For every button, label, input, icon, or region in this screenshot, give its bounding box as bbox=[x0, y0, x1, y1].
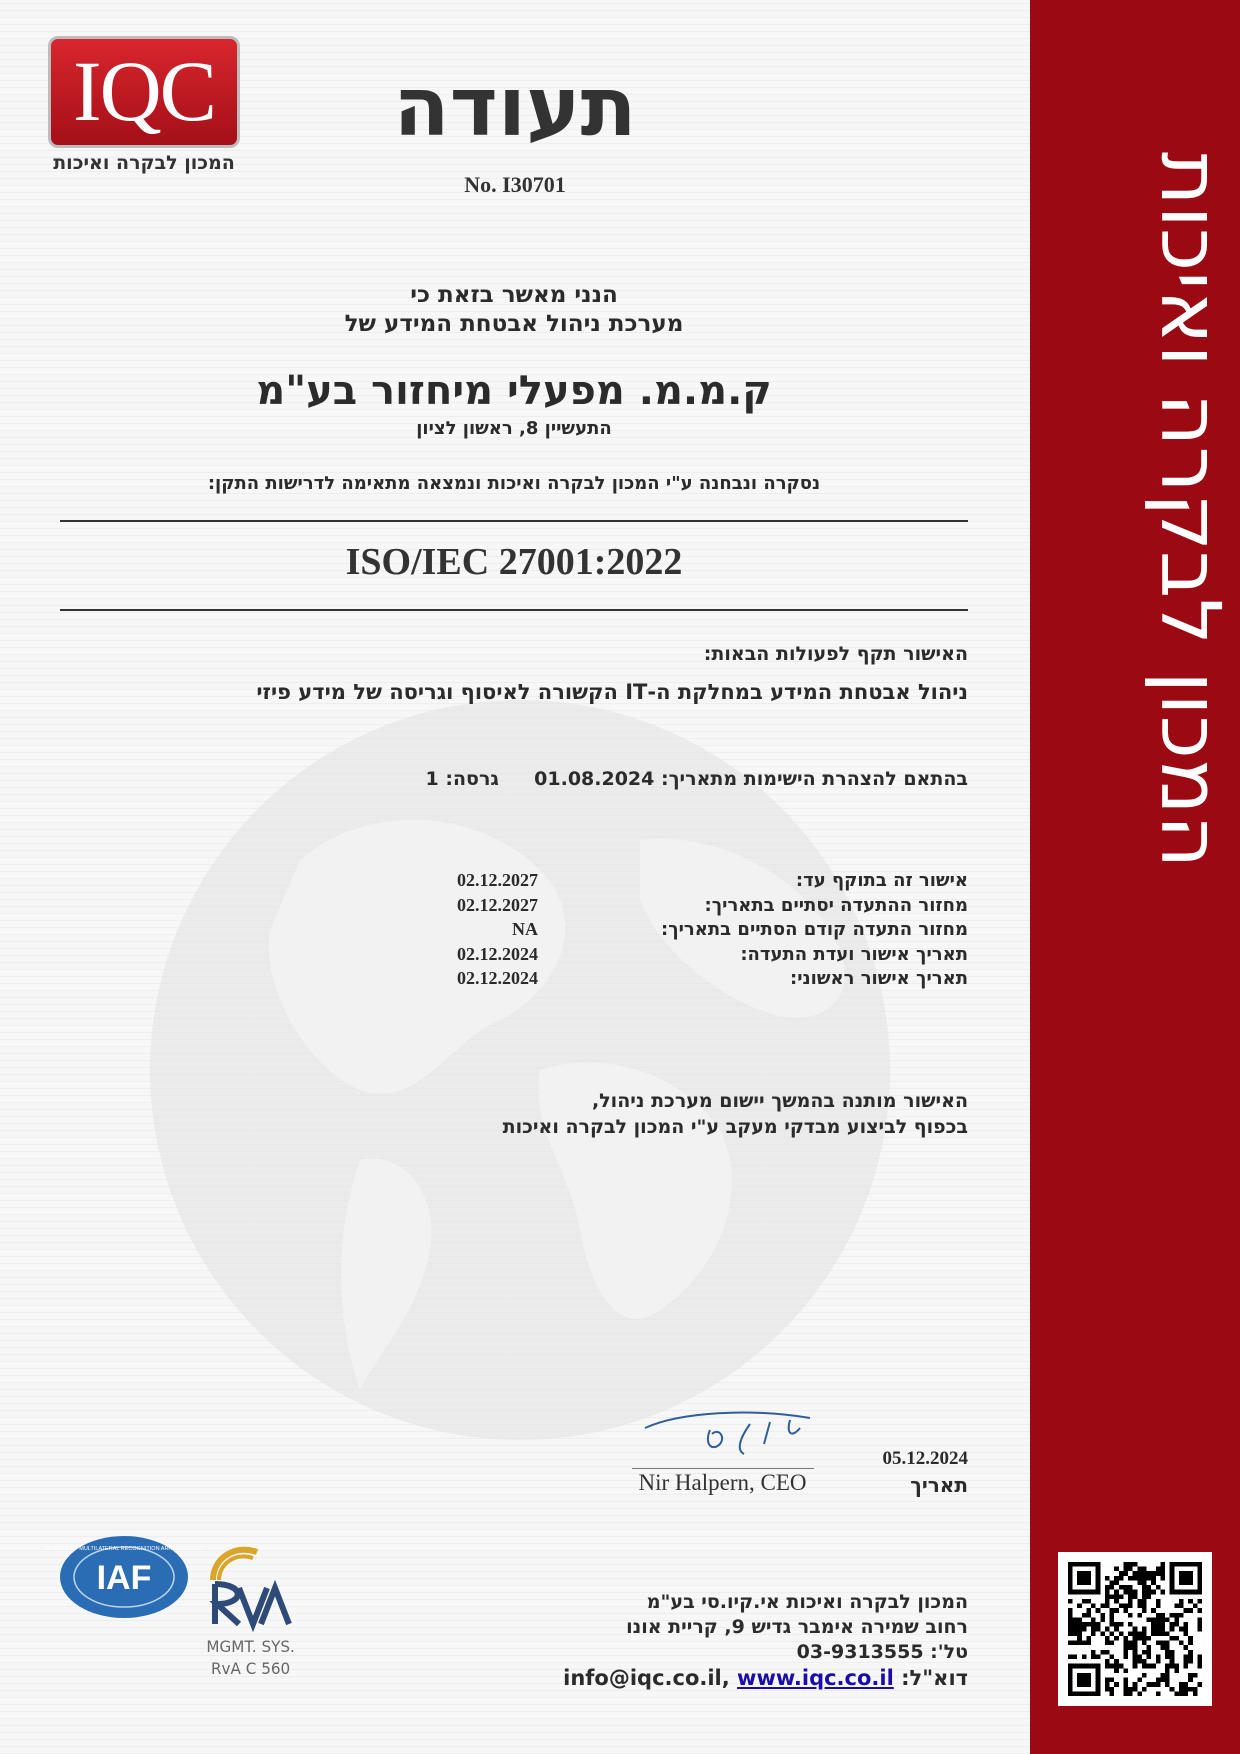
footer-contact: דוא"ל: info@iqc.co.il, www.iqc.co.il bbox=[563, 1666, 968, 1690]
logo-subtitle: המכון לבקרה ואיכות bbox=[53, 152, 235, 174]
date-label: תאריך אישור ועדת התעדה: bbox=[740, 943, 968, 965]
svg-text:IAF: IAF bbox=[96, 1559, 152, 1597]
rva-logo bbox=[205, 1544, 345, 1684]
soa-statement bbox=[426, 768, 968, 790]
standard-name: ISO/IEC 27001:2022 bbox=[345, 541, 683, 583]
scope-heading: האישור תקף לפעולות הבאות: bbox=[703, 643, 968, 665]
date-value: NA bbox=[512, 919, 538, 940]
date-label: תאריך אישור ראשוני: bbox=[790, 968, 968, 990]
audit-statement: נסקרה ונבחנה ע"י המכון לבקרה ואיכות ונמצאה מתאימה לדרישות התקן: bbox=[207, 473, 821, 494]
signature-date-label: תאריך bbox=[910, 1473, 968, 1497]
qr-code[interactable] bbox=[1058, 1552, 1212, 1706]
logo-letters: IQC bbox=[72, 43, 216, 139]
svg-text:MGMT. SYS.: MGMT. SYS. bbox=[206, 1637, 295, 1657]
page-title: תעודה bbox=[393, 60, 637, 155]
date-value: 02.12.2024 bbox=[457, 968, 538, 989]
dates-table bbox=[440, 870, 968, 993]
date-row bbox=[440, 870, 968, 895]
svg-text:RvA C 560: RvA C 560 bbox=[211, 1659, 291, 1679]
conditions-line-1: האישור מותנה בהמשך יישום מערכת ניהול, bbox=[591, 1090, 968, 1112]
company-address: התעשיין 8, ראשון לציון bbox=[416, 418, 612, 439]
certificate-number: No. I30701 bbox=[464, 172, 566, 197]
company-name: ק.מ.מ. מפעלי מיחזור בע"מ bbox=[256, 368, 772, 414]
scope-text: ניהול אבטחת המידע במחלקת ה-IT הקשורה לאיסוף וגריסה של מידע פיזי bbox=[256, 680, 968, 704]
date-row bbox=[440, 919, 968, 944]
divider-bottom bbox=[60, 609, 968, 611]
intro-line-1: הנני מאשר בזאת כי bbox=[410, 282, 618, 308]
date-value: 02.12.2027 bbox=[457, 894, 538, 915]
date-row bbox=[440, 968, 968, 993]
signature-date: 05.12.2024 bbox=[882, 1448, 968, 1469]
phone-label: טל': bbox=[930, 1641, 968, 1663]
soa-label: בהתאם להצהרת הישימות מתאריך: bbox=[660, 768, 968, 790]
signature-line bbox=[632, 1468, 814, 1469]
signature-scribble bbox=[640, 1404, 820, 1464]
email-address: info@iqc.co.il bbox=[563, 1666, 722, 1690]
date-label: מחזור התעדה קודם הסתיים בתאריך: bbox=[661, 919, 968, 941]
intro-line-2: מערכת ניהול אבטחת המידע של bbox=[344, 311, 684, 337]
footer-street: רחוב שמירה אימבר גדיש 9, קריית אונו bbox=[626, 1616, 968, 1638]
signer-name: Nir Halpern, CEO bbox=[638, 1470, 807, 1495]
date-label: מחזור ההתעדה יסתיים בתאריך: bbox=[704, 894, 968, 916]
date-row bbox=[440, 895, 968, 920]
side-band-label bbox=[1030, 60, 1240, 960]
iaf-logo bbox=[44, 1534, 204, 1620]
date-value: 02.12.2024 bbox=[457, 943, 538, 964]
svg-text:המכון לבקרה ואיכות: המכון לבקרה ואיכות bbox=[1142, 151, 1237, 869]
soa-version-label: גרסה: bbox=[445, 768, 499, 790]
svg-text:MEMBER OF MULTILATERAL RECOGNI: MEMBER OF MULTILATERAL RECOGNITION ARRANGEMENT bbox=[44, 1546, 204, 1552]
soa-version: 1 bbox=[425, 768, 439, 790]
date-value: 02.12.2027 bbox=[457, 870, 538, 890]
date-row bbox=[440, 944, 968, 969]
iqc-logo bbox=[48, 36, 240, 148]
footer-org: המכון לבקרה ואיכות אי.קיו.סי בע"מ bbox=[646, 1591, 968, 1613]
website-link[interactable]: www.iqc.co.il bbox=[737, 1666, 894, 1690]
divider-top bbox=[60, 520, 968, 522]
footer-phone bbox=[797, 1640, 968, 1665]
email-label: דוא"ל: bbox=[901, 1666, 968, 1690]
conditions-line-2: בכפוף לביצוע מבדקי מעקב ע"י המכון לבקרה ואיכות bbox=[502, 1116, 968, 1138]
date-label: אישור זה בתוקף עד: bbox=[795, 870, 968, 891]
phone-number: 03-9313555 bbox=[796, 1641, 924, 1663]
globe-watermark bbox=[120, 690, 920, 1450]
qr-code-icon bbox=[1068, 1562, 1202, 1696]
soa-date: 01.08.2024 bbox=[534, 768, 655, 790]
